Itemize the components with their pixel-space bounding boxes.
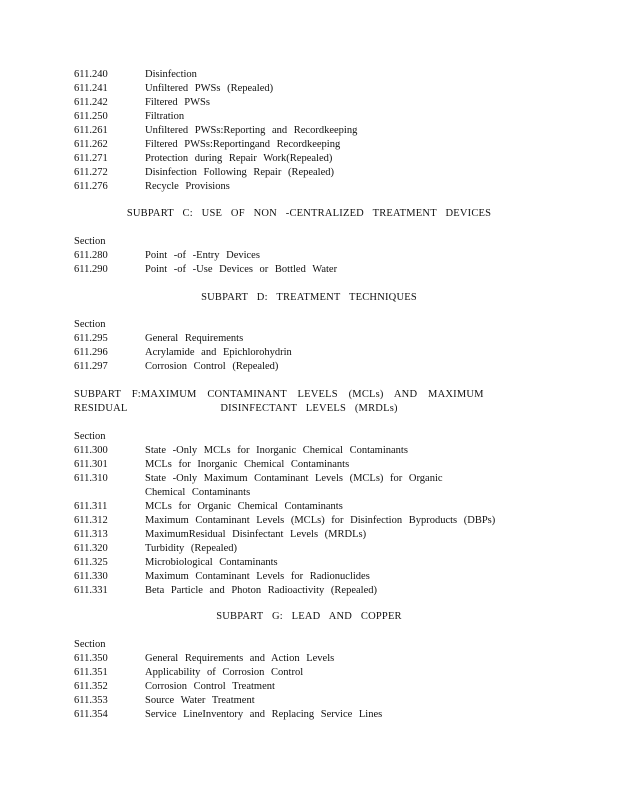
section-number: 611.295 (74, 333, 108, 344)
section-row (74, 263, 554, 277)
section-row (74, 694, 554, 708)
section-number: 611.262 (74, 139, 108, 150)
section-title: Corrosion Control Treatment (145, 681, 275, 692)
section-number: 611.312 (74, 515, 108, 526)
section-row (74, 500, 554, 514)
section-list-subpart-f (74, 430, 554, 598)
subpart-g-heading: SUBPART G: LEAD AND COPPER (216, 611, 402, 622)
section-title: Filtration (145, 111, 185, 122)
section-number: 611.313 (74, 529, 108, 540)
section-row (74, 666, 554, 680)
section-number: 611.310 (74, 473, 108, 484)
section-number: 611.261 (74, 125, 108, 136)
section-list-subpart-g (74, 638, 554, 722)
section-list-subpart-c (74, 235, 554, 277)
section-title: MCLs for Organic Chemical Contaminants (145, 501, 343, 512)
section-row (74, 570, 554, 584)
subpart-f-heading-continued: DISINFECTANT LEVELS (MRDLs) (220, 403, 398, 414)
section-number: 611.331 (74, 585, 108, 596)
section-title: Unfiltered PWSs:Reporting and Recordkeeping (145, 125, 358, 136)
section-number: 611.300 (74, 445, 108, 456)
section-title: Point -of -Use Devices or Bottled Water (145, 264, 338, 275)
section-row (74, 444, 554, 458)
section-row (74, 472, 554, 500)
section-number: 611.276 (74, 181, 108, 192)
section-number: 611.325 (74, 557, 108, 568)
section-title: Turbidity (Repealed) (145, 543, 237, 554)
section-number: 611.240 (74, 69, 108, 80)
subpart-d-heading: SUBPART D: TREATMENT TECHNIQUES (201, 292, 417, 303)
section-number: 611.297 (74, 361, 108, 372)
section-row (74, 652, 554, 666)
section-title: MaximumResidual Disinfectant Levels (MRDLs) (145, 529, 367, 540)
subpart-f-heading: SUBPART F:MAXIMUM CONTAMINANT LEVELS (MCLs) AND MAXIMUM RESIDUAL (74, 389, 484, 414)
section-row (74, 556, 554, 570)
section-row (74, 514, 554, 528)
section-row (74, 68, 554, 82)
section-number: 611.242 (74, 97, 108, 108)
section-number: 611.354 (74, 709, 108, 720)
section-row (74, 82, 554, 96)
section-title: Microbiological Contaminants (145, 557, 278, 568)
section-title: Unfiltered PWSs (Repealed) (145, 83, 274, 94)
section-title: Point -of -Entry Devices (145, 250, 260, 261)
section-row (74, 332, 554, 346)
section-number: 611.290 (74, 264, 108, 275)
section-title: Filtered PWSs:Reportingand Recordkeeping (145, 139, 341, 150)
section-number: 611.350 (74, 653, 108, 664)
section-number: 611.320 (74, 543, 108, 554)
section-title: General Requirements and Action Levels (145, 653, 335, 664)
section-title: Maximum Contaminant Levels (MCLs) for Disinfection Byproducts (DBPs) (145, 515, 496, 526)
section-row (74, 180, 554, 194)
section-list-subpart-d (74, 318, 554, 374)
section-title: Protection during Repair Work(Repealed) (145, 153, 333, 164)
section-row (74, 138, 554, 152)
section-title: General Requirements (145, 333, 244, 344)
section-label: Section (74, 431, 106, 442)
section-title: State -Only Maximum Contaminant Levels (MCLs) for Organic Chemical Contaminants (145, 473, 443, 498)
section-title: Disinfection Following Repair (Repealed) (145, 167, 334, 178)
section-title: Beta Particle and Photon Radioactivity (Repealed) (145, 585, 377, 596)
section-number: 611.352 (74, 681, 108, 692)
section-title: Maximum Contaminant Levels for Radionuclides (145, 571, 370, 582)
section-title: MCLs for Inorganic Chemical Contaminants (145, 459, 350, 470)
section-title: Recycle Provisions (145, 181, 230, 192)
section-number: 611.311 (74, 501, 108, 512)
section-row (74, 166, 554, 180)
section-row (74, 110, 554, 124)
section-number: 611.271 (74, 153, 108, 164)
section-row (74, 584, 554, 598)
section-number: 611.280 (74, 250, 108, 261)
section-title: State -Only MCLs for Inorganic Chemical Contaminants (145, 445, 408, 456)
section-number: 611.272 (74, 167, 108, 178)
section-number: 611.250 (74, 111, 108, 122)
section-title: Applicability of Corrosion Control (145, 667, 304, 678)
section-row (74, 680, 554, 694)
section-title: Service LineInventory and Replacing Service Lines (145, 709, 383, 720)
section-row (74, 360, 554, 374)
section-number: 611.301 (74, 459, 108, 470)
section-label: Section (74, 639, 106, 650)
section-number: 611.241 (74, 83, 108, 94)
section-row (74, 96, 554, 110)
section-title: Filtered PWSs (145, 97, 210, 108)
section-number: 611.296 (74, 347, 108, 358)
section-label: Section (74, 236, 106, 247)
section-title: Disinfection (145, 69, 197, 80)
section-row (74, 152, 554, 166)
section-row (74, 542, 554, 556)
section-number: 611.353 (74, 695, 108, 706)
section-row (74, 124, 554, 138)
section-row (74, 346, 554, 360)
section-title: Source Water Treatment (145, 695, 255, 706)
section-row (74, 249, 554, 263)
section-label: Section (74, 319, 106, 330)
subpart-c-heading: SUBPART C: USE OF NON -CENTRALIZED TREATMENT DEVICES (126, 208, 492, 219)
section-number: 611.330 (74, 571, 108, 582)
section-row (74, 528, 554, 542)
section-row (74, 458, 554, 472)
section-number: 611.351 (74, 667, 108, 678)
section-title: Acrylamide and Epichlorohydrin (145, 347, 292, 358)
section-row (74, 708, 554, 722)
section-title: Corrosion Control (Repealed) (145, 361, 279, 372)
section-list-subpart-b (74, 68, 554, 194)
